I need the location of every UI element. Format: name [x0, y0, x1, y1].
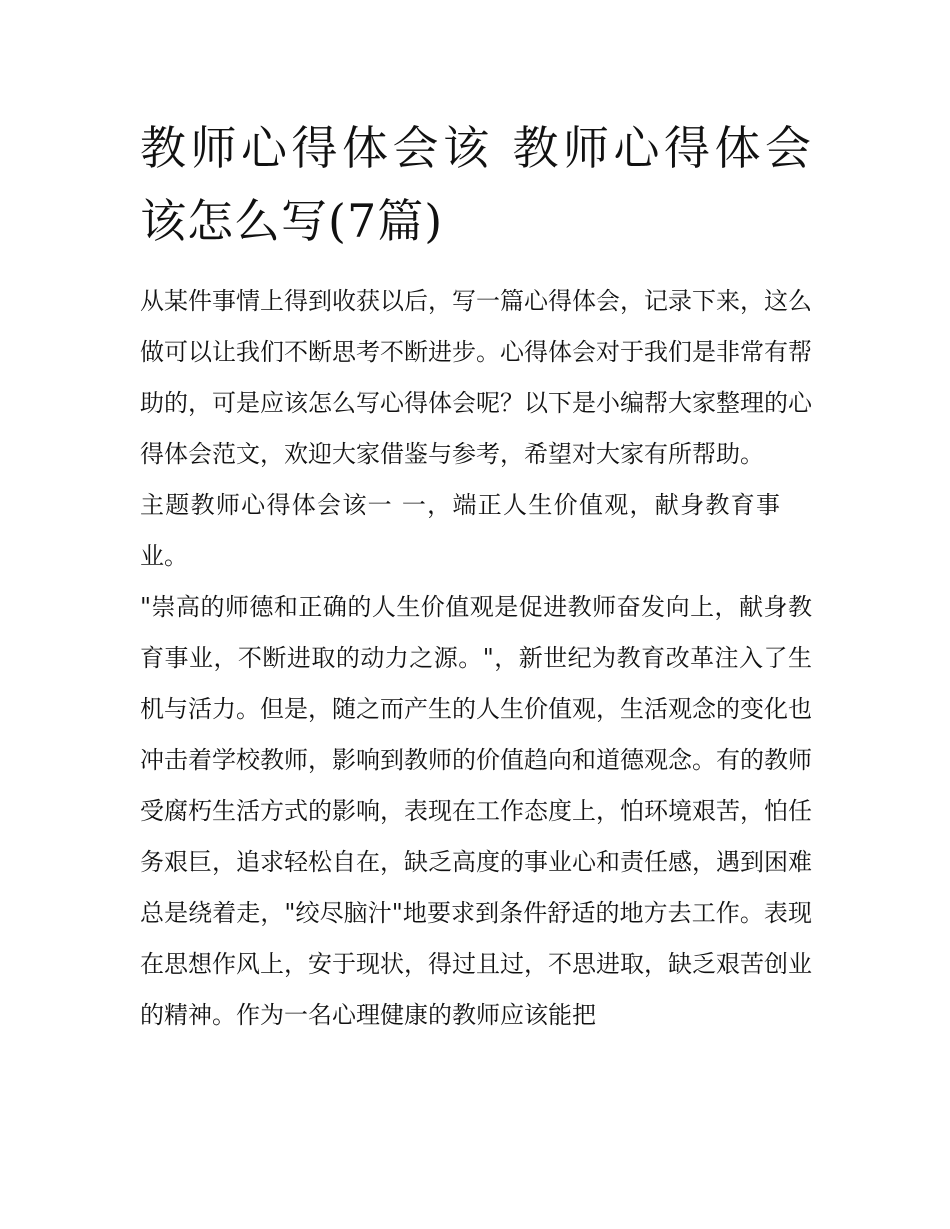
- intro-paragraph: 从某件事情上得到收获以后，写一篇心得体会，记录下来，这么做可以让我们不断思考不断进步。心得体会对于我们是非常有帮助的，可是应该怎么写心得体会呢？以下是小编帮大家整理的心得体会范文，欢迎大家借鉴与参考，希望对大家有所帮助。: [140, 287, 812, 468]
- document-body: [140, 112, 812, 1041]
- document-title: 教师心得体会该 教师心得体会该怎么写(7篇): [140, 121, 812, 248]
- section-heading-paragraph: 主题教师心得体会该一 一，端正人生价值观，献身教育事业。: [140, 491, 780, 570]
- body-paragraph: "崇高的师德和正确的人生价值观是促进教师奋发向上，献身教育事业，不断进取的动力之源。"，新世纪为教育改革注入了生机与活力。但是，随之而产生的人生价值观，生活观念的变化也冲击着学校教师，影响到教师的价值趋向和道德观念。有的教师受腐朽生活方式的影响，表现在工作态度上，怕环境艰苦，怕任务艰巨，追求轻松自在，缺乏高度的事业心和责任感，遇到困难总是绕着走，"绞尽脑汁"地要求到条件舒适的地方去工作。表现在思想作风上，安于现状，得过且过，不思进取，缺乏艰苦创业的精神。作为一名心理健康的教师应该能把: [140, 593, 812, 1029]
